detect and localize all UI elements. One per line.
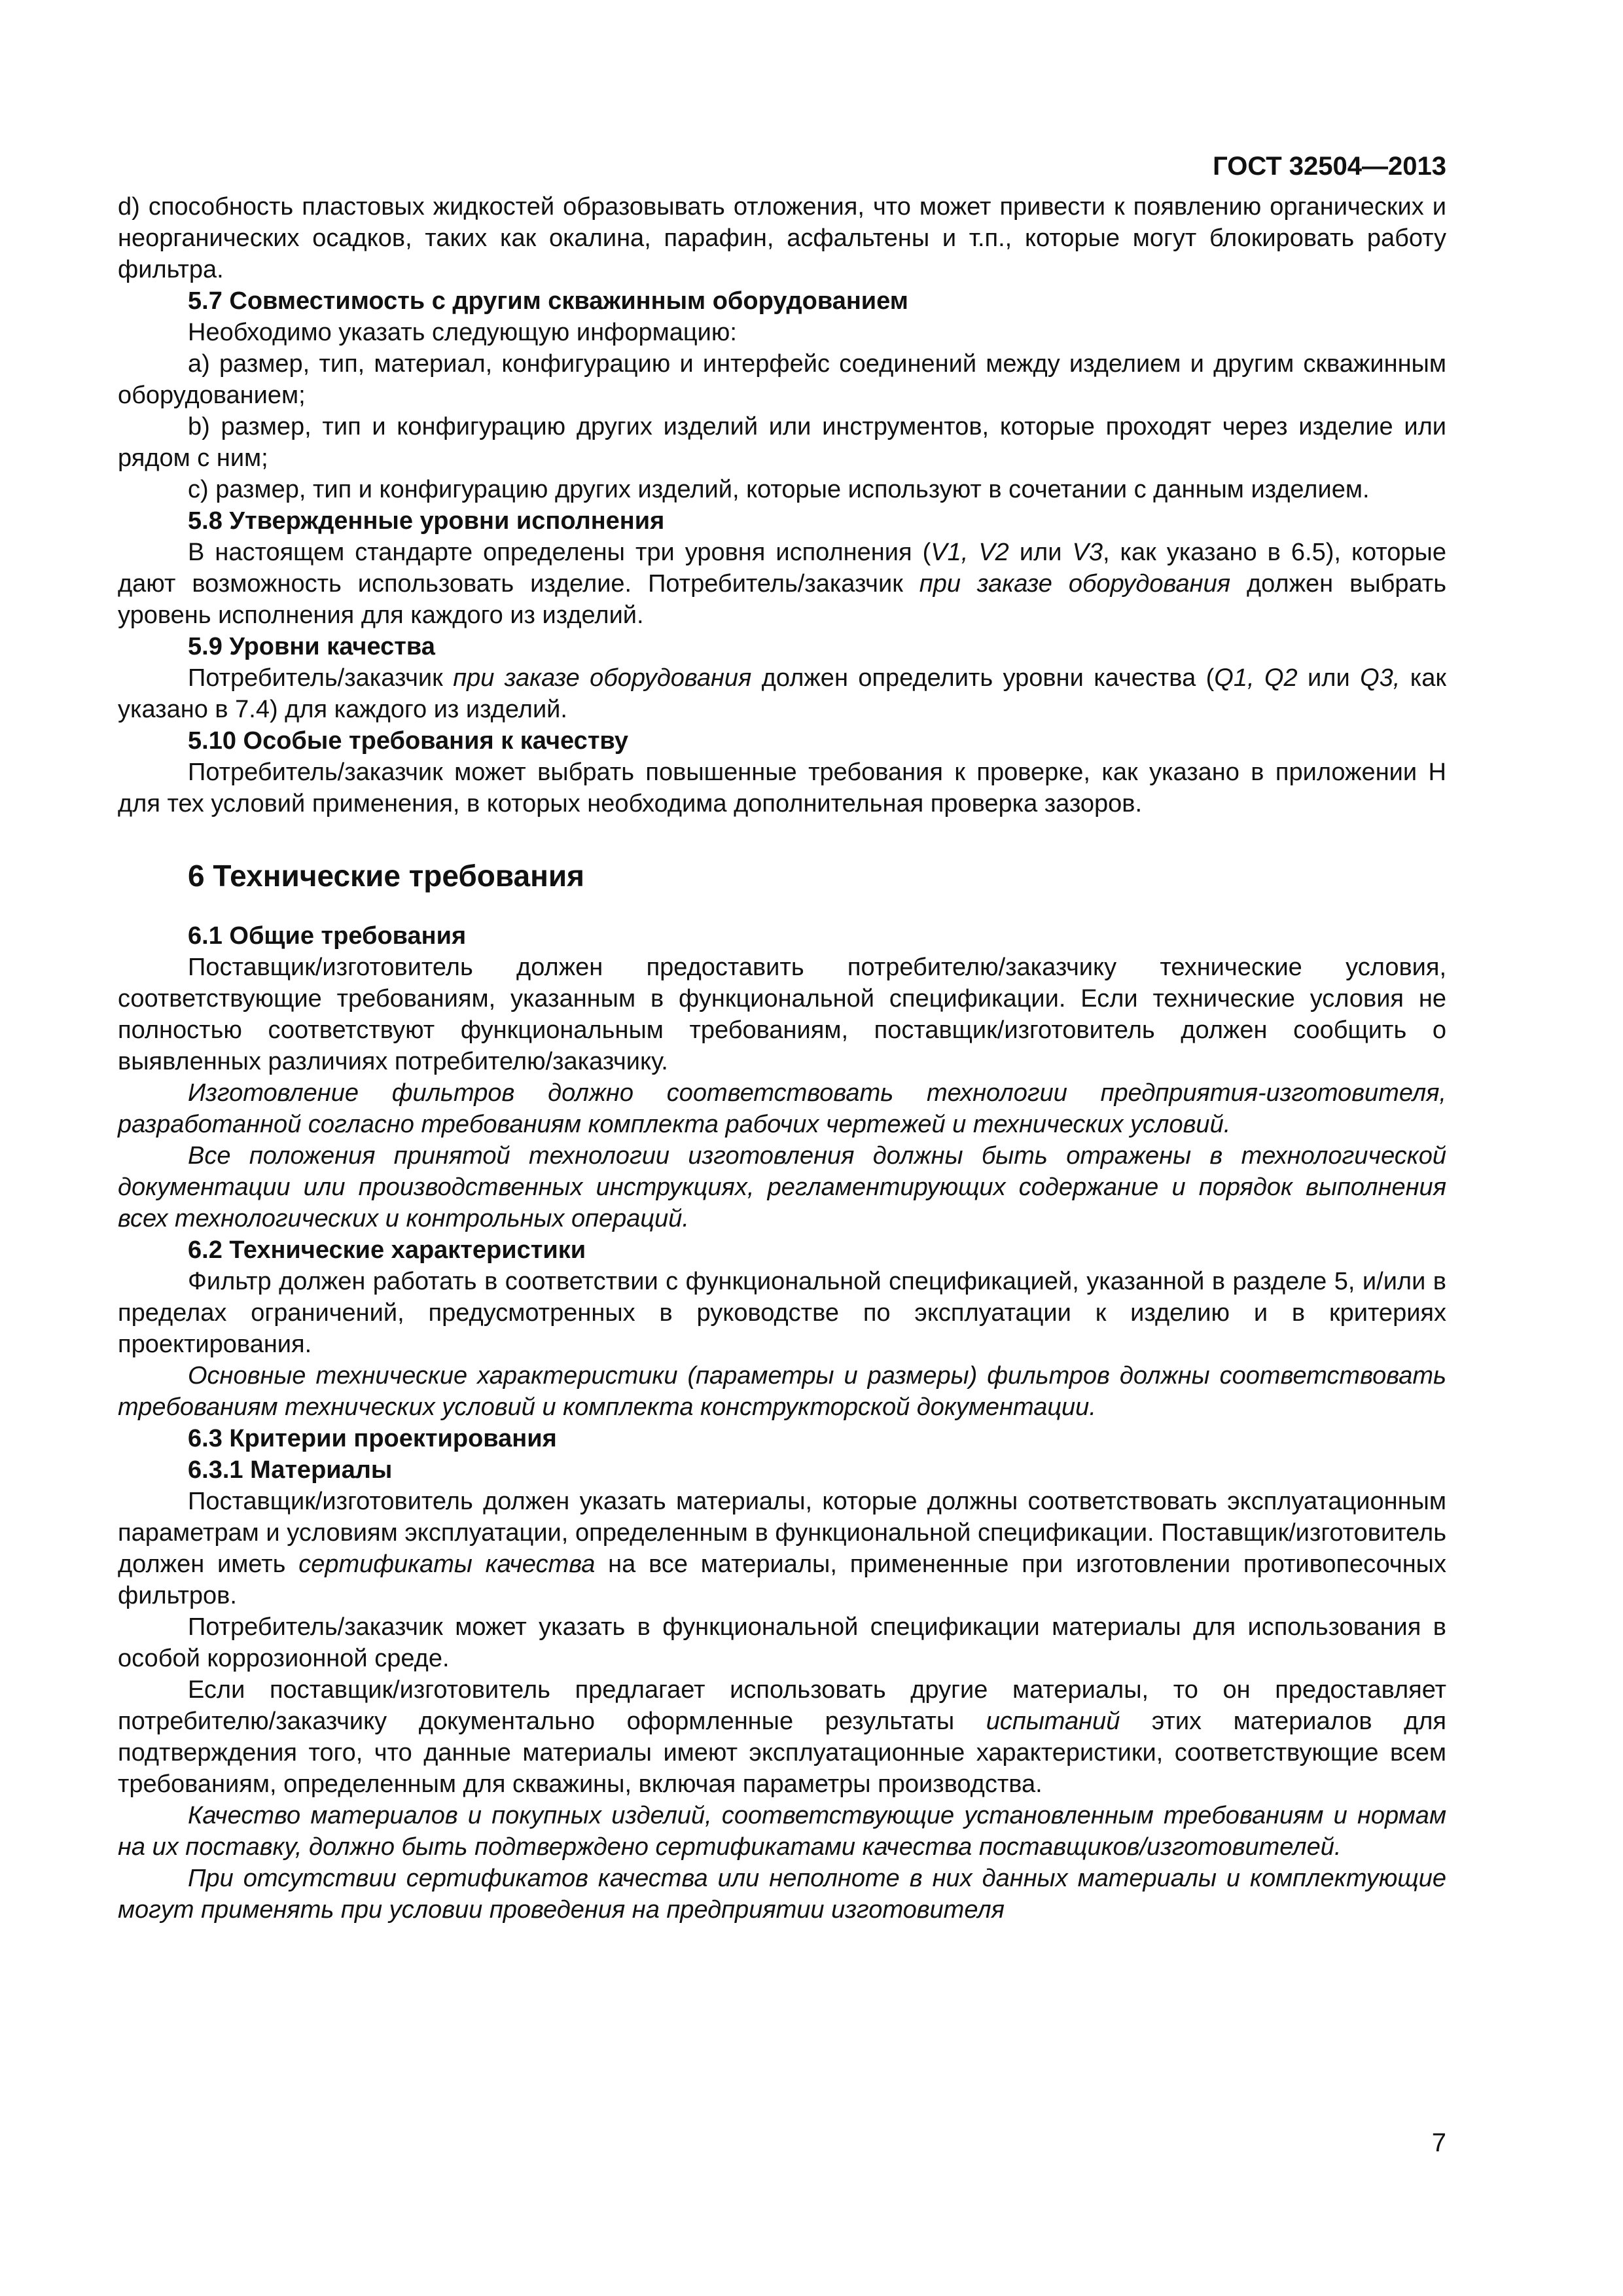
paragraph-d: d) способность пластовых жидкостей образовывать отложения, что может привести к появлению органических и неорганических осадков, таких как окалина, парафин, асфальтены и т.п., которые могут блокировать работу фильтра. xyxy=(118,193,1446,283)
paragraph-5-7-c: с) размер, тип и конфигурацию других изделий, которые используют в сочетании с данным изделием. xyxy=(188,476,1370,503)
heading-5-10: 5.10 Особые требования к качеству xyxy=(188,727,628,755)
paragraph-6-3-1-1 xyxy=(118,1486,1446,1611)
paragraph-6-1-3: Все положения принятой технологии изготовления должны быть отражены в технологической документации или производственных инструкциях, регламентирующих содержание и порядок выполнения всех технологических и контрольных операций. xyxy=(118,1142,1446,1232)
heading-6-2: 6.2 Технические характеристики xyxy=(188,1236,586,1264)
text-run-italic: Q1, Q2 xyxy=(1214,664,1298,692)
text-run-italic: Q3, xyxy=(1360,664,1400,692)
paragraph-5-7-a: а) размер, тип, материал, конфигурацию и интерфейс соединений между изделием и другим скважинным оборудованием; xyxy=(118,350,1446,409)
text-run: Поставщик/изготовитель должен указать материалы, которые должны соответствовать эксплуатационным параметрам и условиям эксплуатации, определенным в функциональной спецификации. Поставщик/изготовитель должен иметь xyxy=(118,1488,1446,1578)
paragraph-6-2-2: Основные технические характеристики (параметры и размеры) фильтров должны соответствовать требованиям технических условий и комплекта конструкторской документации. xyxy=(118,1362,1446,1421)
text-run-italic: испытаний xyxy=(986,1708,1120,1735)
paragraph-5-8 xyxy=(118,537,1446,631)
paragraph-5-7-b: b) размер, тип и конфигурацию других изделий или инструментов, которые проходят через изделие или рядом с ним; xyxy=(118,413,1446,472)
document-page xyxy=(118,151,1446,1926)
paragraph-6-2-1: Фильтр должен работать в соответствии с функциональной спецификацией, указанной в разделе 5, и/или в пределах ограничений, предусмотренных в руководстве по эксплуатации к изделию и в критериях проектирования. xyxy=(118,1268,1446,1358)
text-run: на все материалы, примененные при изготовлении противопесочных фильтров. xyxy=(118,1551,1446,1609)
paragraph-5-7-intro: Необходимо указать следующую информацию: xyxy=(188,319,737,346)
page-number: 7 xyxy=(1431,2128,1446,2157)
text-run: этих материалов для подтверждения того, что данные материалы имеют эксплуатационные характеристики, соответствующие всем требованиям, определенным для скважины, включая параметры производства. xyxy=(118,1708,1446,1798)
paragraph-5-10: Потребитель/заказчик может выбрать повышенные требования к проверке, как указано в приложении H для тех условий применения, в которых необходима дополнительная проверка зазоров. xyxy=(118,759,1446,817)
text-run: должен выбрать уровень исполнения для каждого из изделий. xyxy=(118,570,1446,629)
heading-5-8: 5.8 Утвержденные уровни исполнения xyxy=(188,507,665,535)
paragraph-6-3-1-4: Качество материалов и покупных изделий, соответствующие установленным требованиям и нормам на их поставку, должно быть подтверждено сертификатами качества поставщиков/изготовителей. xyxy=(118,1802,1446,1861)
paragraph-5-9 xyxy=(118,662,1446,725)
paragraph-6-1-1: Поставщик/изготовитель должен предоставить потребителю/заказчику технические условия, соответствующие требованиям, указанным в функциональной спецификации. Если технические условия не полностью соответствуют функциональным требованиям, поставщик/изготовитель должен сообщить о выявленных различиях потребителю/заказчику. xyxy=(118,954,1446,1075)
text-run: , как указано в 6.5), которые дают возможность использовать изделие. Потребитель/заказчик xyxy=(118,539,1446,598)
text-run: или xyxy=(1008,539,1073,566)
paragraph-6-3-1-5: При отсутствии сертификатов качества или неполноте в них данных материалы и комплектующие могут применять при условии проведения на предприятии изготовителя xyxy=(118,1865,1446,1924)
text-run: Потребитель/заказчик xyxy=(188,664,454,692)
text-run-italic: при заказе оборудования xyxy=(453,664,752,692)
paragraph-6-3-1-3 xyxy=(118,1674,1446,1800)
text-run-italic: при заказе оборудования xyxy=(919,570,1230,598)
text-run-italic: V1, V2 xyxy=(931,539,1009,566)
text-run-italic: сертификаты качества xyxy=(298,1551,596,1578)
document-header: ГОСТ 32504—2013 xyxy=(1213,152,1446,181)
text-run: Если поставщик/изготовитель предлагает использовать другие материалы, то он предоставляет потребителю/заказчику документально оформленные результаты xyxy=(118,1676,1446,1735)
heading-5-9: 5.9 Уровни качества xyxy=(188,633,435,660)
paragraph-6-1-2: Изготовление фильтров должно соответствовать технологии предприятия-изготовителя, разработанной согласно требованиям комплекта рабочих чертежей и технических условий. xyxy=(118,1079,1446,1138)
text-run: как указано в 7.4) для каждого из изделий. xyxy=(118,664,1446,723)
heading-6-3: 6.3 Критерии проектирования xyxy=(188,1425,557,1452)
heading-6-1: 6.1 Общие требования xyxy=(188,922,467,950)
text-run: В настоящем стандарте определены три уровня исполнения ( xyxy=(188,539,931,566)
text-run-italic: V3 xyxy=(1072,539,1103,566)
heading-5-7: 5.7 Совместимость с другим скважинным оборудованием xyxy=(188,287,908,315)
heading-6-3-1: 6.3.1 Материалы xyxy=(188,1456,393,1484)
section-heading-6: 6 Технические требования xyxy=(188,859,584,893)
paragraph-6-3-1-2: Потребитель/заказчик может указать в функциональной спецификации материалы для использования в особой коррозионной среде. xyxy=(118,1613,1446,1672)
text-run: или xyxy=(1297,664,1361,692)
text-run: должен определить уровни качества ( xyxy=(751,664,1215,692)
